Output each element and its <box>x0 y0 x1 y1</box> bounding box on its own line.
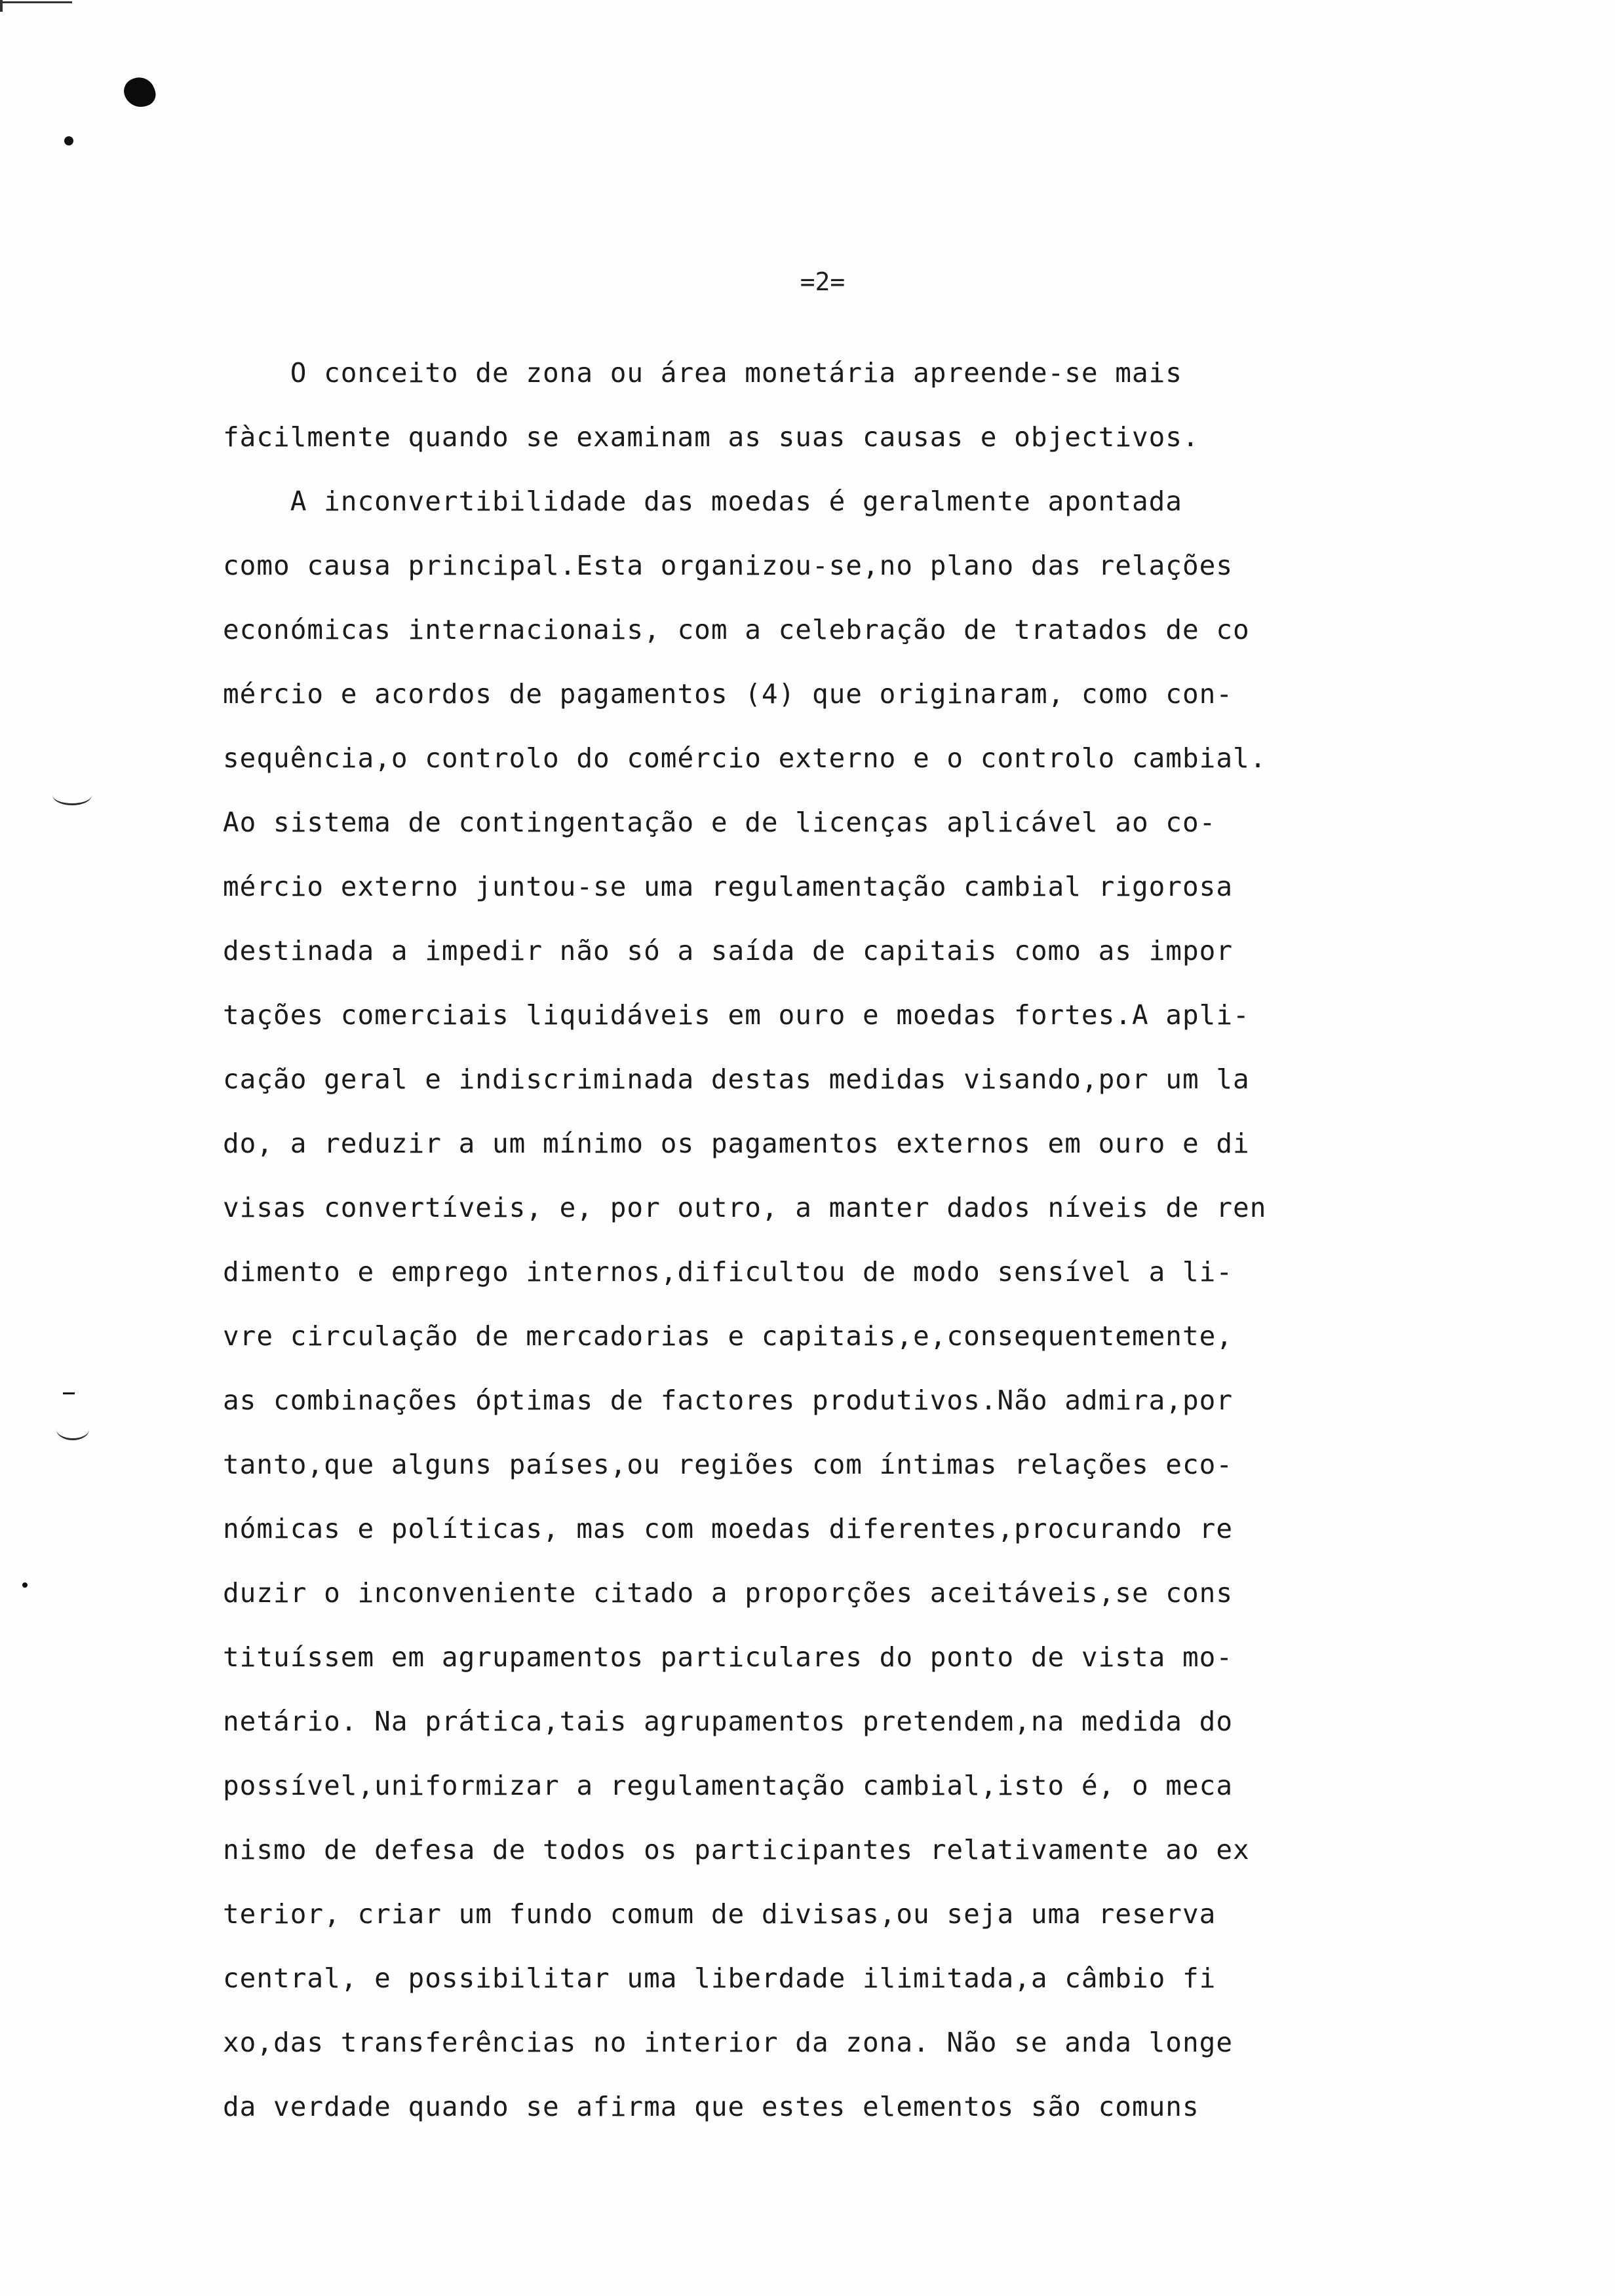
page-number: =2= <box>800 267 846 296</box>
text-line: dimento e emprego internos,dificultou de modo sensível a li- <box>223 1256 1234 1288</box>
text-line: vre circulação de mercadorias e capitais,e,consequentemente, <box>223 1320 1234 1352</box>
text-line: A inconvertibilidade das moedas é geralmente apontada <box>223 486 1182 517</box>
ink-dot <box>64 136 73 145</box>
text-line: fàcilmente quando se examinam as suas causas e objectivos. <box>223 421 1199 453</box>
text-line: central, e possibilitar uma liberdade ilimitada,a câmbio fi <box>223 1962 1216 1994</box>
text-line: as combinações óptimas de factores produtivos.Não admira,por <box>223 1385 1234 1416</box>
margin-mark <box>52 785 92 805</box>
text-line: sequência,o controlo do comércio externo e o controlo cambial. <box>223 742 1267 774</box>
text-line: visas convertíveis, e, por outro, a manter dados níveis de ren <box>223 1192 1267 1223</box>
margin-mark <box>56 1419 89 1440</box>
text-line: nómicas e políticas, mas com moedas diferentes,procurando re <box>223 1513 1234 1544</box>
text-line: xo,das transferências no interior da zona. Não se anda longe <box>223 2027 1234 2058</box>
text-line: tanto,que alguns países,ou regiões com íntimas relações eco- <box>223 1449 1234 1480</box>
text-line: netário. Na prática,tais agrupamentos pretendem,na medida do <box>223 1706 1234 1737</box>
text-line: cação geral e indiscriminada destas medidas visando,por um la <box>223 1063 1250 1095</box>
text-line: Ao sistema de contingentação e de licenças aplicável ao co- <box>223 807 1216 838</box>
ink-blot <box>121 73 159 112</box>
text-line: mércio e acordos de pagamentos (4) que originaram, como con- <box>223 678 1234 710</box>
text-line: tações comerciais liquidáveis em ouro e moedas fortes.A apli- <box>223 999 1250 1031</box>
text-line: destinada a impedir não só a saída de capitais como as impor <box>223 935 1234 966</box>
text-line: duzir o inconveniente citado a proporções aceitáveis,se cons <box>223 1577 1234 1609</box>
text-line: tituíssem em agrupamentos particulares do ponto de vista mo- <box>223 1641 1234 1673</box>
text-line: nismo de defesa de todos os participantes relativamente ao ex <box>223 1834 1250 1866</box>
margin-dash <box>63 1392 75 1394</box>
text-line: económicas internacionais, com a celebração de tratados de co <box>223 614 1250 645</box>
text-line: mércio externo juntou-se uma regulamentação cambial rigorosa <box>223 871 1234 902</box>
text-line: da verdade quando se afirma que estes elementos são comuns <box>223 2091 1199 2122</box>
text-line: O conceito de zona ou área monetária apreende-se mais <box>223 357 1182 389</box>
body-text <box>223 341 1468 2139</box>
scan-border-mark <box>0 1 72 3</box>
text-line: como causa principal.Esta organizou-se,no plano das relações <box>223 550 1234 581</box>
text-line: possível,uniformizar a regulamentação cambial,isto é, o meca <box>223 1770 1234 1801</box>
ink-speck <box>22 1582 28 1588</box>
text-line: do, a reduzir a um mínimo os pagamentos externos em ouro e di <box>223 1128 1250 1159</box>
text-line: terior, criar um fundo comum de divisas,ou seja uma reserva <box>223 1898 1216 1930</box>
scan-corner-mark <box>0 0 3 12</box>
